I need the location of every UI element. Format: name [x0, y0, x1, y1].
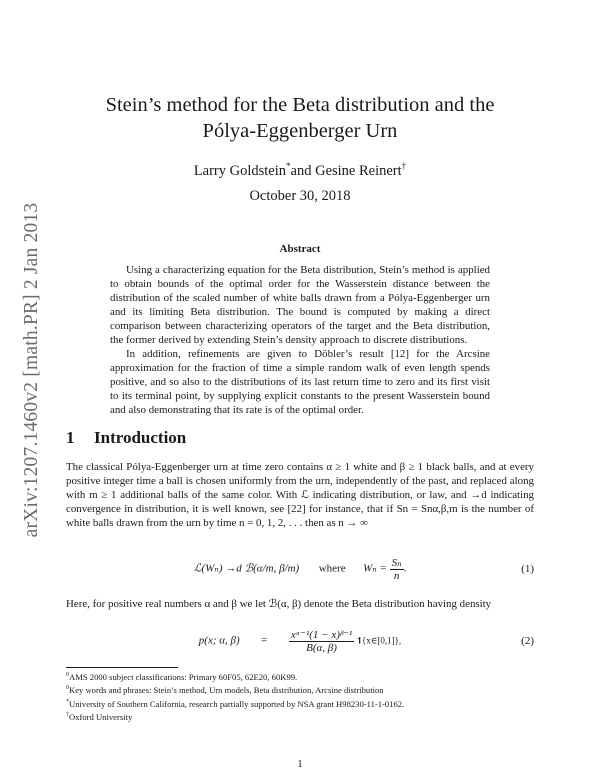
- arxiv-identifier: arXiv:1207.1460v2 [math.PR] 2 Jan 2013: [21, 202, 42, 538]
- author-1-mark: *: [286, 161, 291, 171]
- page-number: 1: [297, 758, 303, 770]
- footnote-text: Oxford University: [69, 711, 133, 722]
- footnote-ams: [66, 670, 534, 683]
- abstract-paragraph-2: In addition, refinements are given to Döbler’s result [12] for the Arcsine approximation for the fraction of time a simple random walk of even length spends positive, and so also to the distributions of its last return time to zero and its first visit to its terminal point, by supplying explicit constants to the present Wasserstein bound and also demonstrating that its rate is of the optimal order.: [110, 348, 490, 416]
- equation-2: [66, 628, 534, 658]
- eq2-numerator: xᵅ⁻¹(1 − x)ᵝ⁻¹: [290, 629, 353, 641]
- eq2-indicator: 𝟏{x∈[0,1]},: [356, 635, 402, 646]
- abstract-body: [110, 263, 490, 417]
- eq1-lhs: ℒ(Wₙ) →d ℬ(α/m, β/m): [193, 562, 300, 575]
- author-2: and Gesine Reinert: [290, 162, 402, 179]
- footnote-text: Key words and phrases: Stein’s method, Urn models, Beta distribution, Arcsine distribution: [69, 685, 384, 696]
- section-number: 1: [66, 428, 75, 447]
- eq1-w: Wₙ =: [363, 562, 387, 575]
- author-1: Larry Goldstein: [193, 162, 287, 179]
- footnote-mark: †: [66, 711, 69, 718]
- section-title: Introduction: [94, 428, 187, 447]
- eq2-denominator: B(α, β): [306, 642, 337, 654]
- footnote-keywords: [66, 683, 534, 696]
- author-2-mark: †: [401, 161, 407, 171]
- eq2-equals: =: [261, 634, 268, 647]
- title-line-1: Stein’s method for the Beta distribution and the: [105, 94, 495, 116]
- intro-paragraph-1: [66, 460, 534, 530]
- footnotes: [66, 670, 534, 723]
- authors: [60, 161, 540, 180]
- eq2-fraction: [289, 628, 354, 654]
- eq2-lhs: p(x; α, β): [198, 634, 240, 647]
- arxiv-sidebar: [12, 190, 52, 550]
- eq2-label: (2): [521, 635, 534, 647]
- eq1-label: (1): [521, 563, 534, 575]
- abstract-heading: Abstract: [279, 243, 321, 255]
- equation-1: [66, 556, 534, 586]
- eq1-period: .: [403, 562, 407, 575]
- footnote-affiliation-1: [66, 697, 534, 710]
- footnote-mark: 0: [66, 672, 69, 678]
- footnote-rule: [66, 667, 178, 668]
- eq1-denominator: n: [393, 570, 400, 582]
- section-heading: [66, 428, 186, 448]
- footnote-affiliation-2: [66, 710, 534, 723]
- intro-text-1: The classical Pólya-Eggenberger urn at time zero contains α ≥ 1 white and β ≥ 1 black balls, and at every positive integer time a ball is chosen uniformly from the urn, independently of the past, and replaced along with m ≥ 1 additional balls of the same color. With ℒ indicating distribution, or law, and →d indicating convergence in distribution, it is well known, see [22] for instance, that if Sn = Snα,β,m is the number of white balls drawn from the urn by time n = 0, 1, 2, . . . then as n → ∞: [66, 461, 534, 529]
- footnote-text: AMS 2000 subject classifications: Primary 60F05, 62E20, 60K99.: [69, 671, 298, 682]
- footnote-text: University of Southern California, research partially supported by NSA grant H98230-11-1-0162.: [69, 698, 405, 709]
- footnote-mark: *: [66, 698, 69, 705]
- abstract-paragraph-1: Using a characterizing equation for the Beta distribution, Stein’s method is applied to obtain bounds of the optimal order for the Wasserstein distance between the distribution of the scaled number of white balls drawn from a Pólya-Eggenberger urn and its limiting Beta distribution. The bound is computed by making a direct comparison between characterizing operators of the target and the Beta distribution, the former derived by extending Stein’s density approach to discrete distributions.: [110, 264, 490, 346]
- intro-text-2: Here, for positive real numbers α and β we let ℬ(α, β) denote the Beta distribution having density: [66, 598, 492, 610]
- eq1-numerator: Sₙ: [391, 557, 402, 569]
- eq1-fraction: [390, 556, 404, 582]
- eq1-where: where: [318, 562, 346, 575]
- paper-date: October 30, 2018: [249, 188, 351, 204]
- title-line-2: Pólya-Eggenberger Urn: [202, 120, 398, 142]
- footnote-mark: 0: [66, 685, 69, 692]
- paper-title: [60, 92, 540, 144]
- intro-paragraph-2: [66, 597, 534, 611]
